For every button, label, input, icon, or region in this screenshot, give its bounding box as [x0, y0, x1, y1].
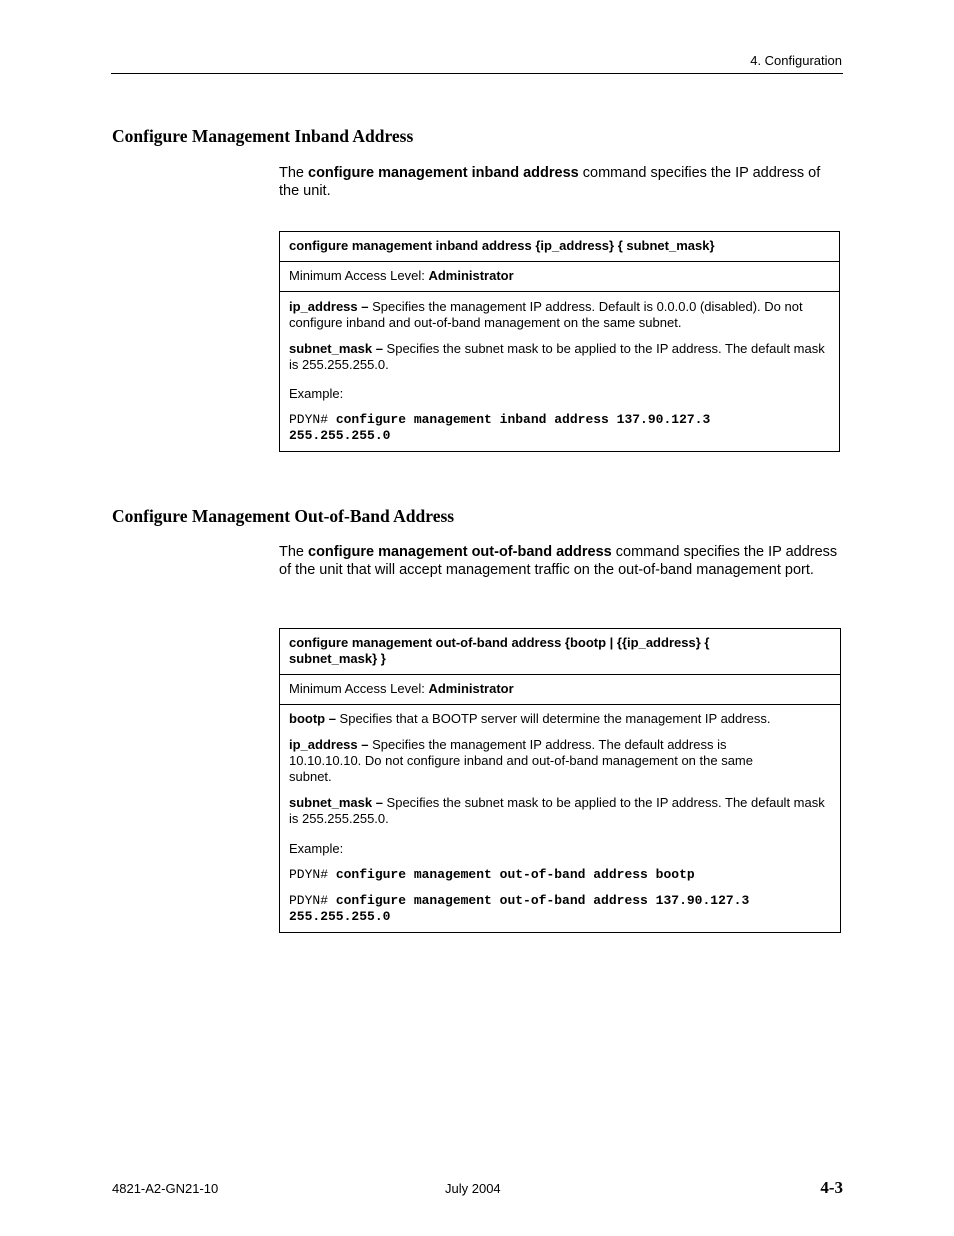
param-term: subnet_mask –	[289, 795, 383, 810]
cli-prompt: PDYN#	[289, 867, 336, 882]
command-syntax: configure management inband address {ip_address} { subnet_mask}	[289, 238, 715, 253]
cli-prompt: PDYN#	[289, 412, 336, 427]
cli-command-continuation: 255.255.255.0	[289, 909, 391, 924]
example-command	[289, 867, 831, 883]
access-level-row	[280, 674, 840, 704]
param-description: Specifies the subnet mask to be applied to the IP address. The default mask is 255.255.255.0.	[289, 341, 825, 372]
param-term: bootp –	[289, 711, 336, 726]
running-head: 4. Configuration	[750, 53, 842, 68]
command-syntax: configure management out-of-band address {bootp | {{ip_address} { subnet_mask} }	[289, 635, 710, 666]
cli-prompt: PDYN#	[289, 893, 336, 908]
page-number: 4-3	[820, 1178, 843, 1197]
cli-command: configure management out-of-band address bootp	[335, 867, 695, 882]
intro-text-pre: The	[279, 165, 309, 181]
param-term: ip_address –	[289, 299, 369, 314]
example-label: Example:	[289, 841, 344, 856]
access-level-value: Administrator	[428, 268, 514, 283]
command-table-out-of-band	[279, 628, 841, 933]
intro-text-post: command specifies the IP address of the unit.	[279, 165, 821, 199]
access-level-value: Administrator	[428, 681, 514, 696]
parameters-block	[280, 704, 840, 932]
intro-out-of-band	[279, 543, 844, 579]
param-description: Specifies the management IP address. The default address is 10.10.10.10. Do not configure inband and out-of-band management on the same subnet.	[289, 737, 753, 784]
intro-text-post: command specifies the IP address of the unit that will accept management traffic on the out-of-band management port.	[279, 544, 838, 578]
cli-command: configure management out-of-band address 137.90.127.3	[335, 893, 750, 908]
section-title-inband: Configure Management Inband Address	[112, 126, 414, 146]
cli-command: configure management inband address 137.90.127.3	[335, 412, 711, 427]
param-term: subnet_mask –	[289, 341, 383, 356]
section-title-out-of-band: Configure Management Out-of-Band Address	[112, 506, 455, 526]
example-label: Example:	[289, 386, 344, 401]
param-description: Specifies the management IP address. Default is 0.0.0.0 (disabled). Do not configure inband and out-of-band management on the same subnet.	[289, 299, 803, 330]
param-bootp	[289, 711, 831, 727]
intro-text-pre: The	[279, 544, 309, 560]
intro-inband	[279, 164, 844, 200]
footer-date: July 2004	[445, 1181, 501, 1196]
cli-command-continuation: 255.255.255.0	[289, 428, 391, 443]
param-term: ip_address –	[289, 737, 369, 752]
intro-command-name: configure management out-of-band address	[308, 544, 612, 560]
example-command	[289, 412, 830, 444]
access-level-row	[280, 261, 839, 291]
access-level-label: Minimum Access Level:	[289, 268, 429, 283]
intro-command-name: configure management inband address	[308, 165, 579, 181]
param-subnet-mask	[289, 341, 830, 373]
param-ip-address	[289, 299, 830, 331]
parameters-block	[280, 291, 839, 451]
access-level-label: Minimum Access Level:	[289, 681, 429, 696]
example-command	[289, 893, 831, 925]
command-table-inband	[279, 231, 840, 452]
param-subnet-mask	[289, 795, 831, 827]
param-description: Specifies that a BOOTP server will determine the management IP address.	[335, 711, 771, 726]
param-ip-address	[289, 737, 831, 785]
footer-doc-number: 4821-A2-GN21-10	[112, 1181, 219, 1196]
header-rule	[111, 73, 843, 74]
param-description: Specifies the subnet mask to be applied to the IP address. The default mask is 255.255.255.0.	[289, 795, 825, 826]
